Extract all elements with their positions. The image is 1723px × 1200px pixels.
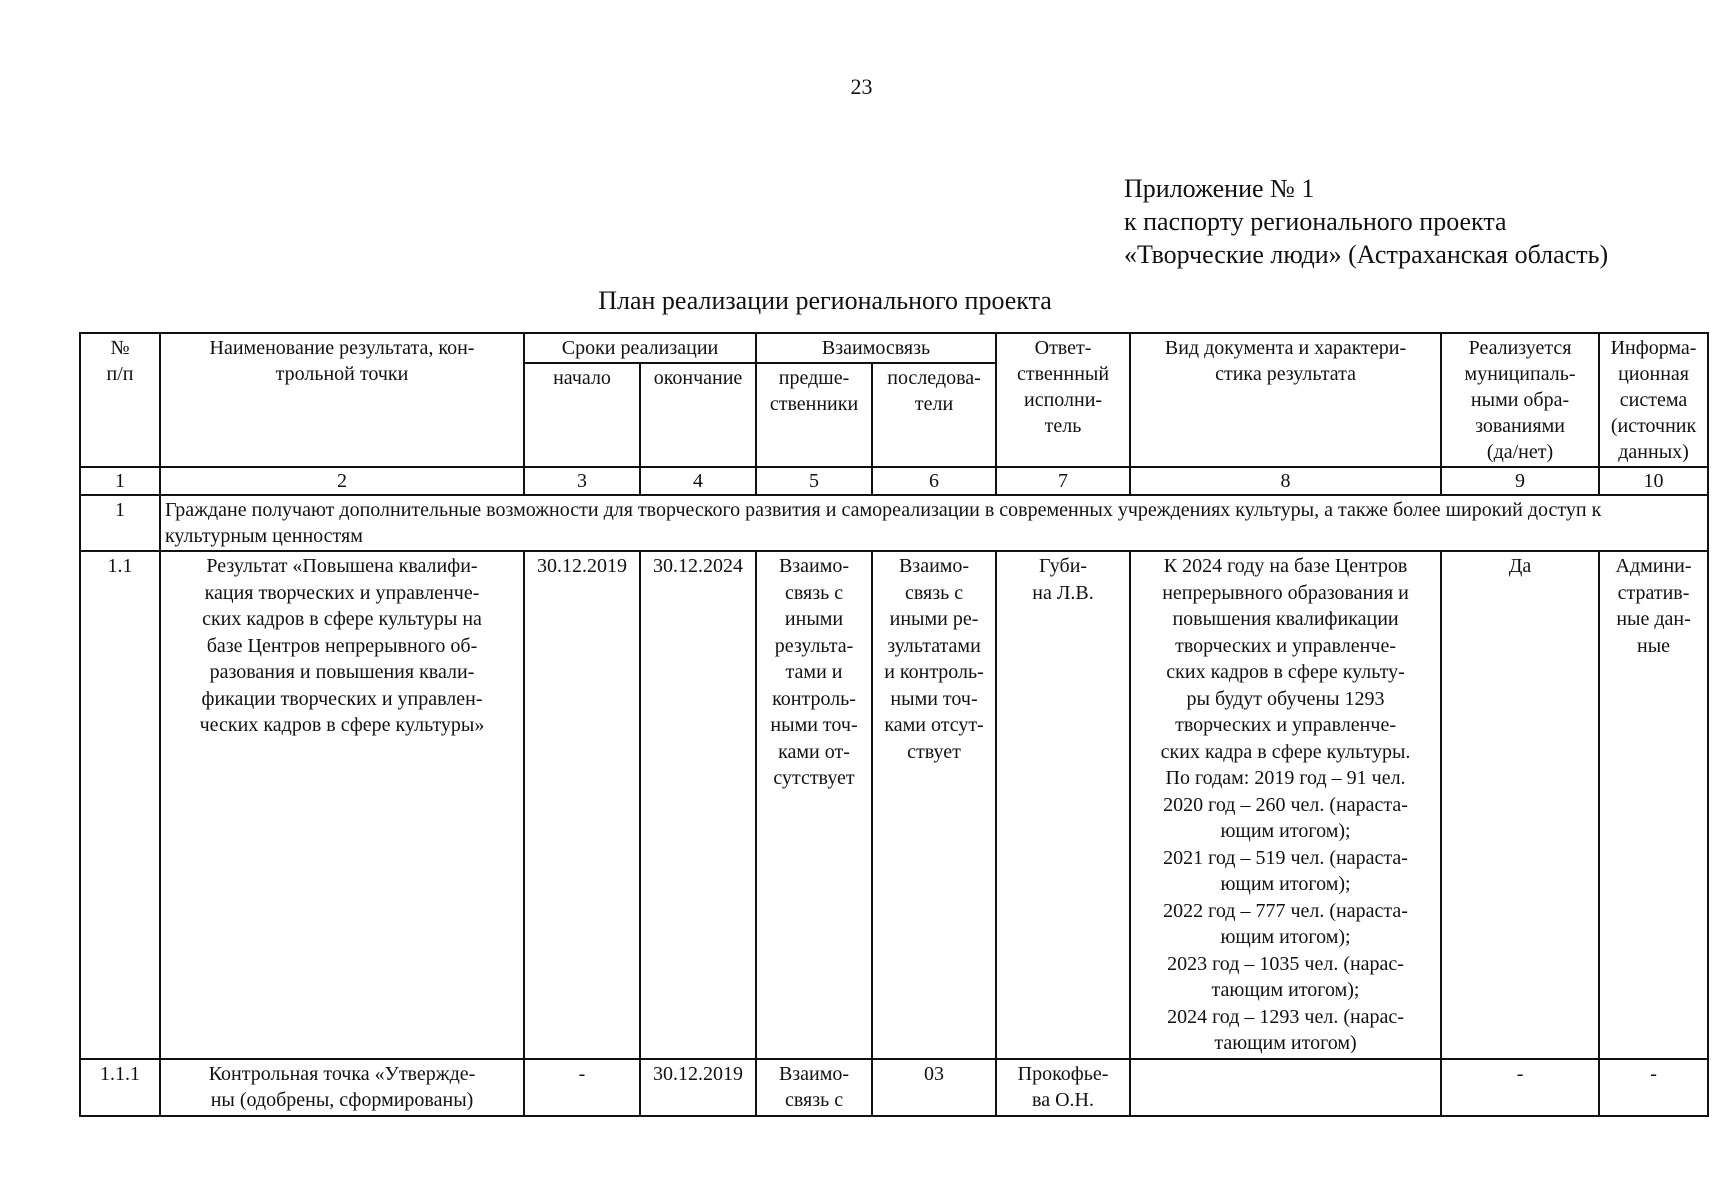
cell-line: повышения квалификации bbox=[1172, 608, 1399, 630]
row-name bbox=[160, 551, 524, 1059]
cell-line: творческих и управленче- bbox=[1175, 714, 1396, 736]
header-start: начало bbox=[524, 363, 640, 467]
row-end: 30.12.2024 bbox=[640, 551, 756, 1059]
goal-text: Граждане получают дополнительные возможности для творческого развития и самореализации в современных учреждениях культуры, а также более широкий доступ к культурным ценностям bbox=[160, 495, 1708, 551]
cell-line: ских кадров в сфере культу- bbox=[1166, 661, 1405, 683]
cell-line: № bbox=[110, 337, 130, 359]
cell-line: разования и повышения квали- bbox=[209, 661, 475, 683]
cell-line: иными ре- bbox=[889, 608, 979, 630]
column-number: 3 bbox=[524, 467, 640, 495]
cell-line: тель bbox=[1044, 415, 1082, 437]
header-end: окончание bbox=[640, 363, 756, 467]
appendix-line: к паспорту регионального проекта bbox=[1124, 207, 1507, 236]
column-number: 7 bbox=[996, 467, 1130, 495]
row-municipal: - bbox=[1441, 1059, 1599, 1116]
cell-line: К 2024 году на базе Центров bbox=[1163, 555, 1408, 577]
cell-line: зультатами bbox=[887, 634, 981, 657]
header-predecessors bbox=[756, 363, 872, 467]
cell-line: последова- bbox=[887, 367, 981, 389]
header-municipal bbox=[1441, 333, 1599, 467]
row-info-system bbox=[1599, 551, 1708, 1059]
cell-line: связь с bbox=[784, 581, 844, 604]
cell-line: Результат «Повышена квалифи- bbox=[206, 555, 478, 577]
header-num bbox=[80, 333, 160, 467]
cell-line: ва О.Н. bbox=[1032, 1089, 1094, 1111]
cell-line: муниципаль- bbox=[1464, 363, 1576, 385]
cell-line: результа- bbox=[774, 634, 854, 657]
cell-line: стика результата bbox=[1215, 363, 1356, 385]
column-number-row bbox=[80, 467, 1708, 495]
row-predecessors bbox=[756, 551, 872, 1059]
row-doc-type bbox=[1130, 551, 1441, 1059]
row-start: 30.12.2019 bbox=[524, 551, 640, 1059]
cell-line: трольной точки bbox=[275, 363, 409, 385]
column-number: 2 bbox=[160, 467, 524, 495]
header-info-system bbox=[1599, 333, 1708, 467]
cell-line: - bbox=[1650, 1062, 1657, 1085]
cell-line: тели bbox=[914, 393, 954, 415]
cell-line: исполни- bbox=[1023, 389, 1103, 411]
cell-line: ными обра- bbox=[1470, 389, 1570, 411]
goal-row bbox=[80, 495, 1708, 551]
cell-line: ными точ- bbox=[770, 714, 858, 736]
table-row bbox=[80, 551, 1708, 1059]
cell-line: Прокофье- bbox=[1017, 1062, 1109, 1085]
cell-line: связь с bbox=[904, 581, 964, 604]
cell-line: тающим итогом) bbox=[1214, 1032, 1357, 1054]
column-number: 10 bbox=[1599, 467, 1708, 495]
column-number: 6 bbox=[872, 467, 996, 495]
cell-line: контроль- bbox=[772, 687, 856, 710]
cell-line: ющим итогом); bbox=[1220, 873, 1351, 895]
page-number: 23 bbox=[850, 74, 873, 99]
cell-line: непрерывного образования и bbox=[1162, 581, 1409, 604]
appendix-line: «Творческие люди» (Астраханская область) bbox=[1124, 240, 1609, 269]
row-responsible bbox=[996, 1059, 1130, 1116]
cell-line: п/п bbox=[106, 363, 134, 385]
cell-line: Взаимо- bbox=[778, 1062, 850, 1085]
appendix-line: Приложение № 1 bbox=[1124, 174, 1315, 203]
cell-line: ствует bbox=[907, 740, 961, 763]
row-responsible bbox=[996, 551, 1130, 1059]
cell-line: (источник bbox=[1610, 415, 1697, 437]
cell-line: Взаимо- bbox=[898, 555, 970, 577]
cell-line: тающим итогом); bbox=[1211, 979, 1360, 1001]
cell-line: По годам: 2019 год – 91 чел. bbox=[1165, 767, 1406, 789]
goal-num: 1 bbox=[80, 495, 160, 551]
header-terms: Сроки реализации bbox=[524, 333, 756, 363]
cell-line: Вид документа и характери- bbox=[1164, 337, 1407, 359]
cell-line: базе Центров непрерывного об- bbox=[206, 634, 478, 657]
cell-line: 2022 год – 777 чел. (нараста- bbox=[1163, 899, 1408, 922]
cell-line: Информа- bbox=[1610, 337, 1697, 359]
column-number: 9 bbox=[1441, 467, 1599, 495]
cell-line: 2020 год – 260 чел. (нараста- bbox=[1163, 793, 1408, 816]
cell-line: на Л.В. bbox=[1032, 581, 1094, 604]
cell-line: предше- bbox=[778, 367, 850, 389]
row-start: - bbox=[524, 1059, 640, 1116]
appendix-caption bbox=[1124, 172, 1608, 271]
header-row bbox=[80, 333, 1708, 363]
cell-line: Ответ- bbox=[1034, 337, 1092, 359]
column-number: 4 bbox=[640, 467, 756, 495]
header-name bbox=[160, 333, 524, 467]
cell-line: 2021 год – 519 чел. (нараста- bbox=[1163, 846, 1408, 869]
cell-line: ны (одобрены, сформированы) bbox=[210, 1089, 474, 1111]
cell-line: ственники bbox=[769, 393, 859, 415]
row-doc-type bbox=[1130, 1059, 1441, 1116]
cell-line: данных) bbox=[1618, 441, 1689, 463]
cell-line: ющим итогом); bbox=[1220, 926, 1351, 948]
row-end: 30.12.2019 bbox=[640, 1059, 756, 1116]
cell-line: фикации творческих и управлен- bbox=[201, 687, 483, 710]
row-num: 1.1 bbox=[80, 551, 160, 1059]
cell-line: Взаимо- bbox=[778, 555, 850, 577]
column-number: 8 bbox=[1130, 467, 1441, 495]
cell-line: ры будут обучены 1293 bbox=[1186, 687, 1385, 710]
cell-line: иными bbox=[784, 608, 844, 630]
header-successors bbox=[872, 363, 996, 467]
row-num: 1.1.1 bbox=[80, 1059, 160, 1116]
cell-line: тами и bbox=[785, 661, 843, 683]
table-row bbox=[80, 1059, 1708, 1116]
row-info-system bbox=[1599, 1059, 1708, 1116]
cell-line: 2023 год – 1035 чел. (нарас- bbox=[1167, 952, 1404, 975]
cell-line: Губи- bbox=[1038, 555, 1088, 577]
row-successors bbox=[872, 1059, 996, 1116]
cell-line: (да/нет) bbox=[1486, 441, 1554, 463]
header-doc-type bbox=[1130, 333, 1441, 467]
cell-line: ционная bbox=[1618, 363, 1689, 385]
header-responsible bbox=[996, 333, 1130, 467]
cell-line: ющим итогом); bbox=[1220, 820, 1351, 842]
row-predecessors bbox=[756, 1059, 872, 1116]
header-relation: Взаимосвязь bbox=[756, 333, 996, 363]
cell-line: сутствует bbox=[773, 767, 855, 789]
cell-line: ками отсут- bbox=[884, 714, 984, 736]
cell-line: и контроль- bbox=[884, 661, 984, 683]
row-successors bbox=[872, 551, 996, 1059]
cell-line: Реализуется bbox=[1468, 337, 1572, 359]
cell-line: 2024 год – 1293 чел. (нарас- bbox=[1167, 1005, 1404, 1028]
cell-line: ные bbox=[1637, 634, 1671, 657]
column-number: 1 bbox=[80, 467, 160, 495]
cell-line: связь с bbox=[784, 1089, 844, 1111]
cell-line: ными точ- bbox=[890, 687, 978, 710]
cell-line: 03 bbox=[924, 1062, 945, 1085]
cell-line: зованиями bbox=[1475, 415, 1565, 437]
row-name bbox=[160, 1059, 524, 1116]
cell-line: ственнный bbox=[1016, 363, 1110, 385]
cell-line: стратив- bbox=[1617, 581, 1690, 604]
column-number: 5 bbox=[756, 467, 872, 495]
cell-line: ные дан- bbox=[1616, 608, 1691, 630]
implementation-plan-table bbox=[79, 332, 1709, 1117]
cell-line: Наименование результата, кон- bbox=[209, 337, 475, 359]
cell-line: творческих и управленче- bbox=[1175, 634, 1396, 657]
cell-line: Админи- bbox=[1615, 555, 1692, 577]
plan-title: План реализации регионального проекта bbox=[598, 286, 1052, 315]
cell-line: ками от- bbox=[778, 740, 850, 763]
cell-line: ческих кадров в сфере культуры» bbox=[199, 714, 485, 736]
cell-line: Контрольная точка «Утвержде- bbox=[208, 1062, 476, 1085]
cell-line: кация творческих и управленче- bbox=[204, 581, 480, 604]
cell-line: система bbox=[1619, 389, 1688, 411]
cell-line: ских кадров в сфере культуры на bbox=[202, 608, 482, 630]
row-municipal: Да bbox=[1441, 551, 1599, 1059]
cell-line: ских кадра в сфере культуры. bbox=[1160, 740, 1411, 763]
